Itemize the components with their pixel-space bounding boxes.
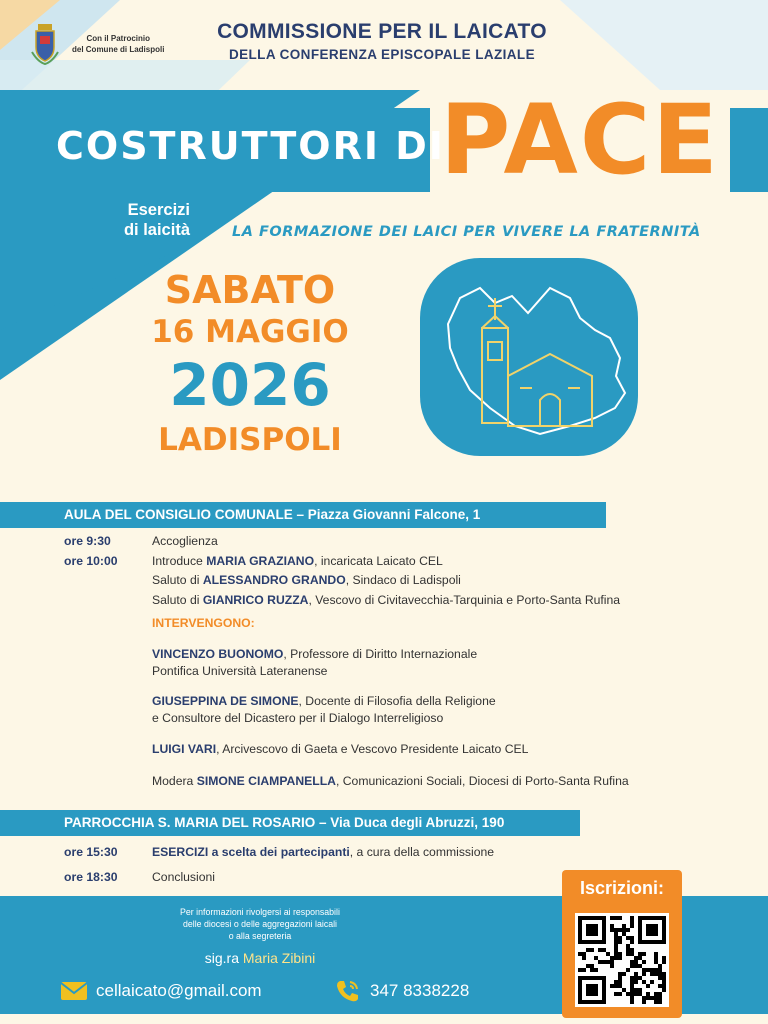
phone-icon xyxy=(334,978,362,1004)
program-text: Saluto di ALESSANDRO GRANDO, Sindaco di Ladispoli xyxy=(152,573,461,587)
event-date xyxy=(150,268,350,462)
program-time: ore 10:00 xyxy=(64,554,118,568)
speaker-line2: e Consultore del Dicastero per il Dialogo Interreligioso xyxy=(152,711,444,725)
contact-person: sig.ra Maria Zibini xyxy=(204,950,316,966)
program-time: ore 9:30 xyxy=(64,534,111,548)
speaker-line2: Pontifica Università Lateranense xyxy=(152,664,328,678)
event-city: LADISPOLI xyxy=(158,422,342,458)
header-title xyxy=(192,20,572,62)
event-year: 2026 xyxy=(169,351,331,419)
event-day-month: 16 MAGGIO xyxy=(151,314,349,350)
crest-icon xyxy=(30,22,60,66)
person-name: GIANRICO RUZZA xyxy=(202,593,309,607)
person-name: GIUSEPPINA DE SIMONE xyxy=(152,694,299,708)
hero-tag-line2: di laicità xyxy=(123,221,190,239)
info-text xyxy=(160,906,360,942)
hero-title-main: PACE xyxy=(440,84,720,196)
speaker-line1: LUIGI VARI, Arcivescovo di Gaeta e Vescovo Presidente Laicato CEL xyxy=(152,742,529,756)
program-text: Accoglienza xyxy=(152,534,218,548)
person-name: LUIGI VARI xyxy=(152,742,217,756)
program-time: ore 15:30 xyxy=(64,845,118,859)
email-icon xyxy=(60,981,88,1001)
person-name: ALESSANDRO GRANDO xyxy=(202,573,346,587)
session2-venue: PARROCCHIA S. MARIA DEL ROSARIO – Via Duca degli Abruzzi, 190 xyxy=(0,810,580,836)
hero-title-prefix: COSTRUTTORI DI xyxy=(56,124,445,168)
session1-venue: AULA DEL CONSIGLIO COMUNALE – Piazza Giovanni Falcone, 1 xyxy=(0,502,606,528)
speaker-line1: GIUSEPPINA DE SIMONE, Docente di Filosofia della Religione xyxy=(152,694,496,708)
phone-contact[interactable] xyxy=(334,978,469,1004)
speakers-heading: INTERVENGONO: xyxy=(152,616,255,630)
program-time: ore 18:30 xyxy=(64,870,118,884)
program-text: Introduce MARIA GRAZIANO, incaricata Laicato CEL xyxy=(152,554,443,568)
contact-name: Maria Zibini xyxy=(242,950,316,966)
hero-tagline: LA FORMAZIONE DEI LAICI PER VIVERE LA FRATERNITÀ xyxy=(232,224,701,240)
phone-number[interactable]: 347 8338228 xyxy=(370,981,470,1000)
person-name: SIMONE CIAMPANELLA xyxy=(196,774,336,788)
program-text: Conclusioni xyxy=(152,870,216,884)
program-text: Saluto di GIANRICO RUZZA, Vescovo di Civitavecchia-Tarquinia e Porto-Santa Rufina xyxy=(152,593,621,607)
patrocinio xyxy=(30,18,190,70)
qr-code[interactable] xyxy=(575,913,669,1007)
hero-tag xyxy=(90,200,190,240)
church-map-logo xyxy=(420,258,638,456)
signup-label: Iscrizioni: xyxy=(579,878,664,898)
program-text: ESERCIZI a scelta dei partecipanti, a cura della commissione xyxy=(152,845,495,859)
speaker-line1: VINCENZO BUONOMO, Professore di Diritto Internazionale xyxy=(152,647,478,661)
email-contact[interactable] xyxy=(60,978,262,1004)
email-address[interactable]: cellaicato@gmail.com xyxy=(96,981,262,1000)
info-line: o alla segreteria xyxy=(228,931,292,941)
patrocinio-line2: del Comune di Ladispoli xyxy=(72,45,165,54)
event-weekday: SABATO xyxy=(164,268,336,312)
patrocinio-line1: Con il Patrocinio xyxy=(86,34,150,43)
organizer-subtitle: DELLA CONFERENZA EPISCOPALE LAZIALE xyxy=(228,47,535,62)
person-name: VINCENZO BUONOMO xyxy=(152,647,284,661)
person-name: MARIA GRAZIANO xyxy=(206,554,315,568)
info-line: Per informazioni rivolgersi ai responsabili xyxy=(180,907,340,917)
info-line: delle diocesi o delle aggregazioni laicali xyxy=(182,919,338,929)
moderator-text: Modera SIMONE CIAMPANELLA, Comunicazioni Sociali, Diocesi di Porto-Santa Rufina xyxy=(152,774,629,788)
hero-tag-line1: Esercizi xyxy=(127,201,190,219)
qr-code-pattern xyxy=(578,916,666,1004)
activity-name: ESERCIZI a scelta dei partecipanti xyxy=(152,845,350,859)
organizer-title: COMMISSIONE PER IL LAICATO xyxy=(217,20,547,43)
